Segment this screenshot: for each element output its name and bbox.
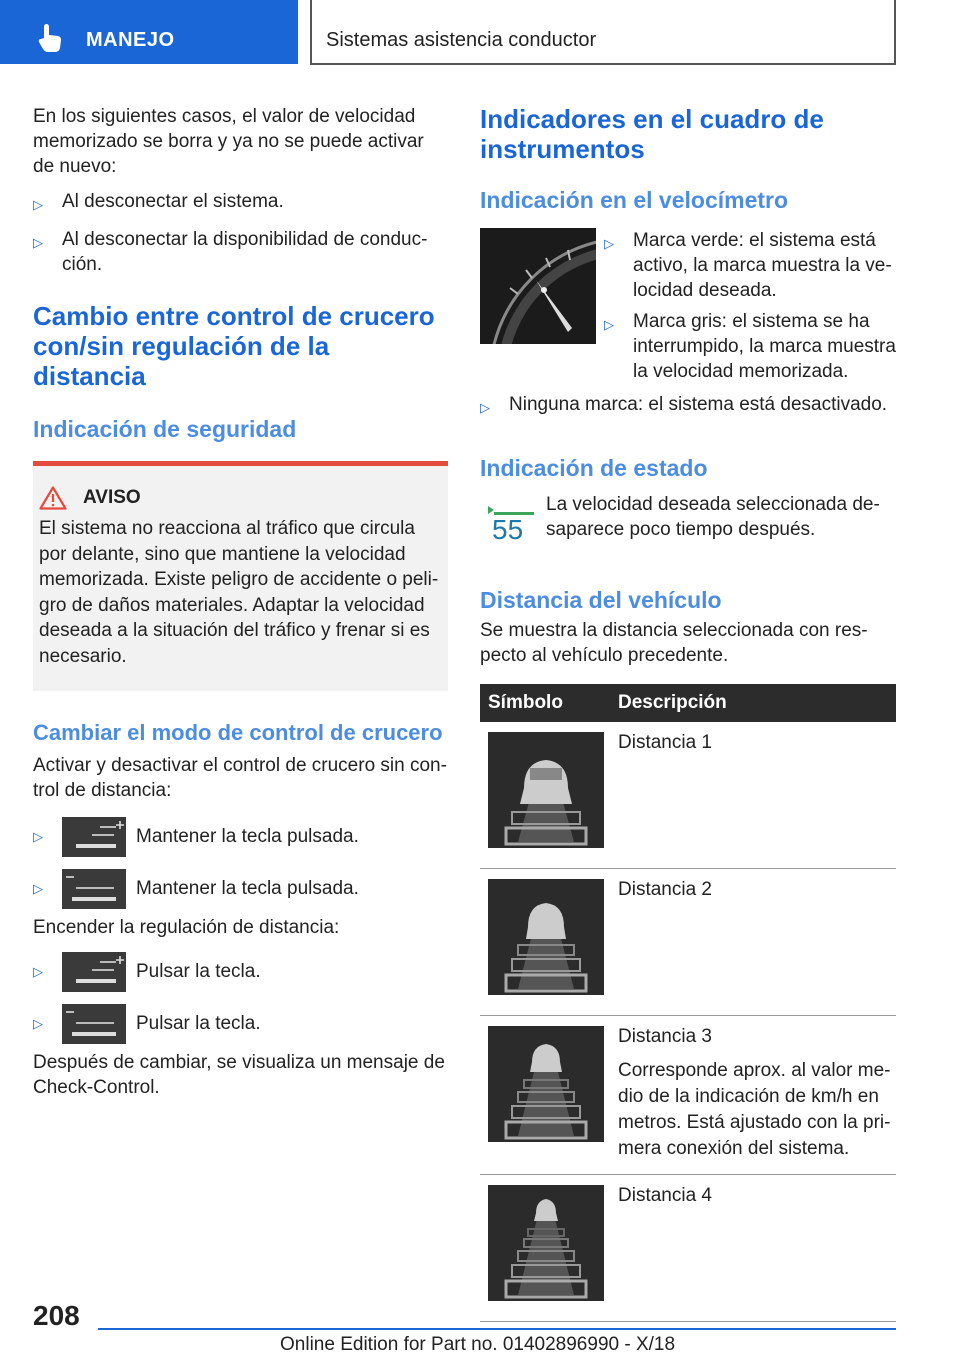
speedo-heading: Indicación en el velocímetro [480,187,789,213]
bullet-triangle-icon: ▷ [604,317,614,332]
distance-3-note: Corresponde aprox. al valor medio de la indicación de km/h en metros. Está ajustado con la primera conexión del sistema. [618,1060,891,1159]
distance-minus-button-icon [62,869,126,909]
section-heading: Cambio entre control de crucero con/sin regulación de la distancia [33,301,435,391]
page-number: 208 [33,1300,80,1331]
status-block [480,492,896,550]
warning-box [33,461,448,691]
cruise-speed-55-icon: 55 [480,492,546,550]
warning-text: El sistema no reacciona al tráfico que circula por delante, sino que mantiene la velocidad memorizada. Existe peligro de accidente o peligro de daños materiales. Adaptar la velocidad deseada a la situación del tráfico y frenar si es necesario. [39,518,439,667]
list-item: ▷ Mantener la tecla pulsada. [33,869,448,909]
status-text: La velocidad deseada seleccionada desaparece poco tiempo después. [546,494,880,540]
warning-triangle-icon [39,486,67,510]
table-row [480,1016,896,1175]
distance-text: Se muestra la distancia seleccionada con respecto al vehículo precedente. [480,620,868,666]
distance-minus-button-icon [62,1004,126,1044]
distance-table [480,684,896,1322]
list-item: ▷ Ninguna marca: el sistema está desactivado. [480,392,896,420]
bullet-triangle-icon: ▷ [33,197,43,212]
bullet-triangle-icon: ▷ [33,964,43,979]
outro-text: Después de cambiar, se visualiza un mensaje de Check-Control. [33,1052,445,1098]
right-column [480,104,896,1322]
list-item: ▷ Marca verde: el sistema está activo, la marca muestra la velocidad deseada. [604,230,892,301]
bullet-triangle-icon: ▷ [604,236,614,251]
table-row [480,869,896,1016]
distance-4-label: Distancia 4 [618,1185,712,1206]
table-header-row [480,684,896,722]
bullet-triangle-icon: ▷ [33,829,43,844]
chapter-header [310,0,896,65]
table-row [480,722,896,869]
distance-on-text: Encender la regulación de distancia: [33,917,340,938]
list-item: ▷ Mantener la tecla pulsada. [33,817,448,857]
footer-divider [98,1328,896,1330]
status-heading: Indicación de estado [480,455,708,481]
distance-2-icon [488,879,604,995]
left-column [33,104,448,1100]
speedo-block [480,228,896,384]
speedometer-marker-icon [480,228,596,344]
list-item: ▷ Pulsar la tecla. [33,952,448,992]
section-tab[interactable] [0,0,298,64]
distance-4-icon [488,1185,604,1301]
safety-heading: Indicación de seguridad [33,416,297,442]
list-item: ▷ Marca gris: el sistema se ha interrumpido, la marca muestra la velocidad memorizada. [604,311,896,382]
distance-plus-button-icon [62,817,126,857]
distance-plus-button-icon [62,952,126,992]
edition-note: Online Edition for Part no. 01402896990 - X/18 [280,1334,676,1355]
distance-1-label: Distancia 1 [618,732,712,753]
mode-heading: Cambiar el modo de control de crucero [33,720,443,745]
col-symbol-header: Símbolo [480,684,604,722]
list-item: ▷ Al desconectar el sistema. [33,189,448,217]
distance-3-icon [488,1026,604,1142]
col-desc-header: Descripción [604,684,896,722]
hand-pointer-icon [38,24,62,52]
distance-heading: Distancia del vehículo [480,587,722,613]
chapter-title: Sistemas asistencia conductor [326,29,597,51]
section-label: MANEJO [86,29,175,51]
bullet-triangle-icon: ▷ [33,881,43,896]
distance-2-label: Distancia 2 [618,879,712,900]
bullet-triangle-icon: ▷ [33,235,43,250]
distance-3-label: Distancia 3 [618,1026,712,1047]
distance-1-icon [488,732,604,848]
warning-title: AVISO [83,487,141,508]
list-item: ▷ Al desconectar la disponibilidad de conducción. [33,229,428,275]
list-item: ▷ Pulsar la tecla. [33,1004,448,1044]
table-row [480,1175,896,1322]
bullet-triangle-icon: ▷ [33,1016,43,1031]
bullet-triangle-icon: ▷ [480,400,490,415]
intro-text: En los siguientes casos, el valor de velocidad memorizado se borra y ya no se puede activar de nuevo: [33,106,424,177]
indicators-heading: Indicadores en el cuadro de instrumentos [480,104,824,164]
mode-text: Activar y desactivar el control de crucero sin control de distancia: [33,755,447,801]
